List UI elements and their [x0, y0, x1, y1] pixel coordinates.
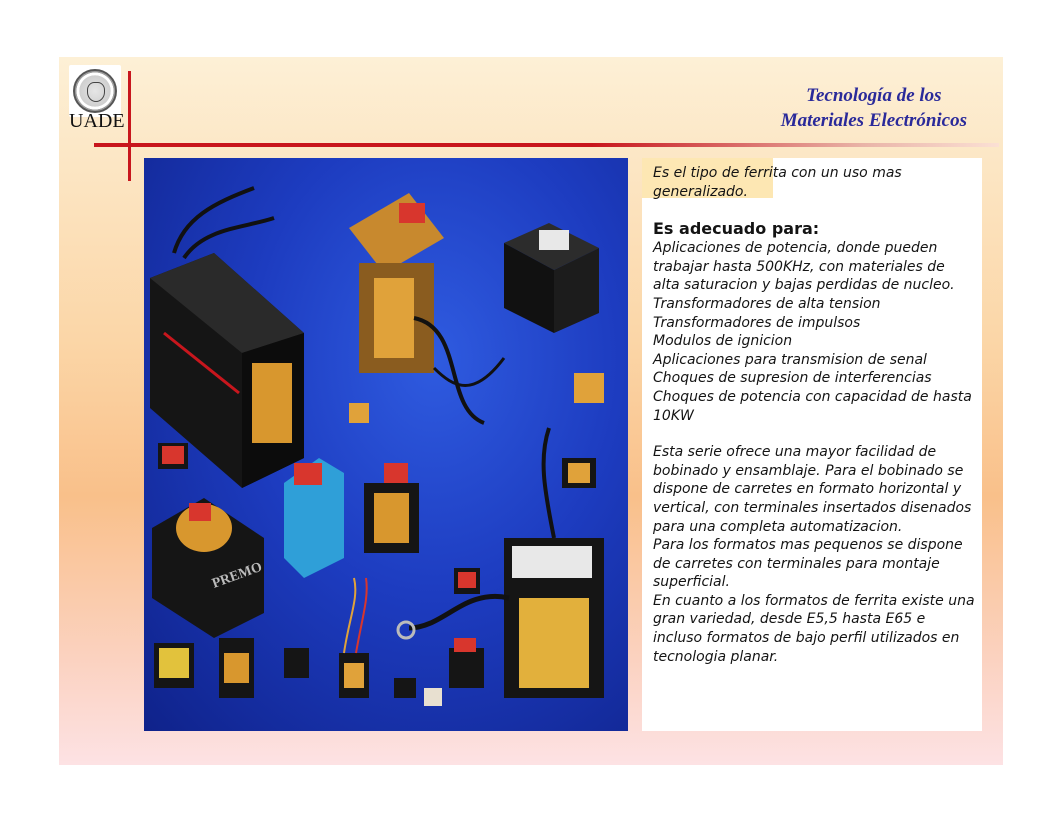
title-line-1: Tecnología de los — [806, 85, 942, 106]
slide — [59, 57, 1003, 765]
use-item: Choques de potencia con capacidad de hasta 10KW — [653, 388, 972, 424]
use-item: Transformadores de alta tension — [653, 295, 881, 312]
components-illustration — [144, 158, 628, 731]
slide-title — [781, 83, 967, 133]
black-cube-transformer — [504, 223, 599, 333]
copper-transformer — [349, 193, 504, 423]
logo-text: UADE — [69, 110, 125, 132]
seal-icon — [73, 69, 117, 113]
small-center-transformer — [364, 463, 419, 553]
use-item: Modulos de ignicion — [653, 333, 793, 350]
uses-heading: Es adecuado para: — [653, 219, 820, 239]
intro-paragraph: Es el tipo de ferrita con un uso mas generalizado. — [653, 165, 902, 200]
use-item: Transformadores de impulsos — [653, 314, 861, 331]
series-paragraph: Esta serie ofrece una mayor facilidad de bobinado y ensamblaje. Para el bobinado se dispone de carretes en formato horizontal y vertical, con terminales insertados disenados para una completa automatizacion. — [653, 444, 972, 535]
header-divider-horizontal — [94, 143, 999, 147]
ferrite-formats-paragraph: En cuanto a los formatos de ferrita existe una gran variedad, desde E5,5 hasta E65 e incluso formatos de bajo perfil utilizados en tecnologia planar. — [653, 592, 975, 665]
title-line-2: Materiales Electrónicos — [780, 110, 967, 131]
ferrite-components-photo — [144, 158, 628, 731]
description-panel — [642, 158, 982, 731]
small-formats-paragraph: Para los formatos mas pequenos se dispone de carretes con terminales para montaje superficial. — [653, 537, 963, 591]
description-text — [653, 164, 975, 666]
blue-block-transformer — [284, 458, 344, 578]
use-item: Aplicaciones para transmision de senal — [653, 351, 927, 368]
brand-label: PREMO — [210, 559, 265, 592]
use-item: Choques de supresion de interferencias — [653, 370, 932, 387]
use-item: Aplicaciones de potencia, donde pueden trabajar hasta 500KHz, con materiales de alta saturacion y bajas perdidas de nucleo. — [653, 240, 955, 294]
header-divider-vertical — [128, 71, 131, 181]
premo-transformer — [152, 498, 264, 638]
